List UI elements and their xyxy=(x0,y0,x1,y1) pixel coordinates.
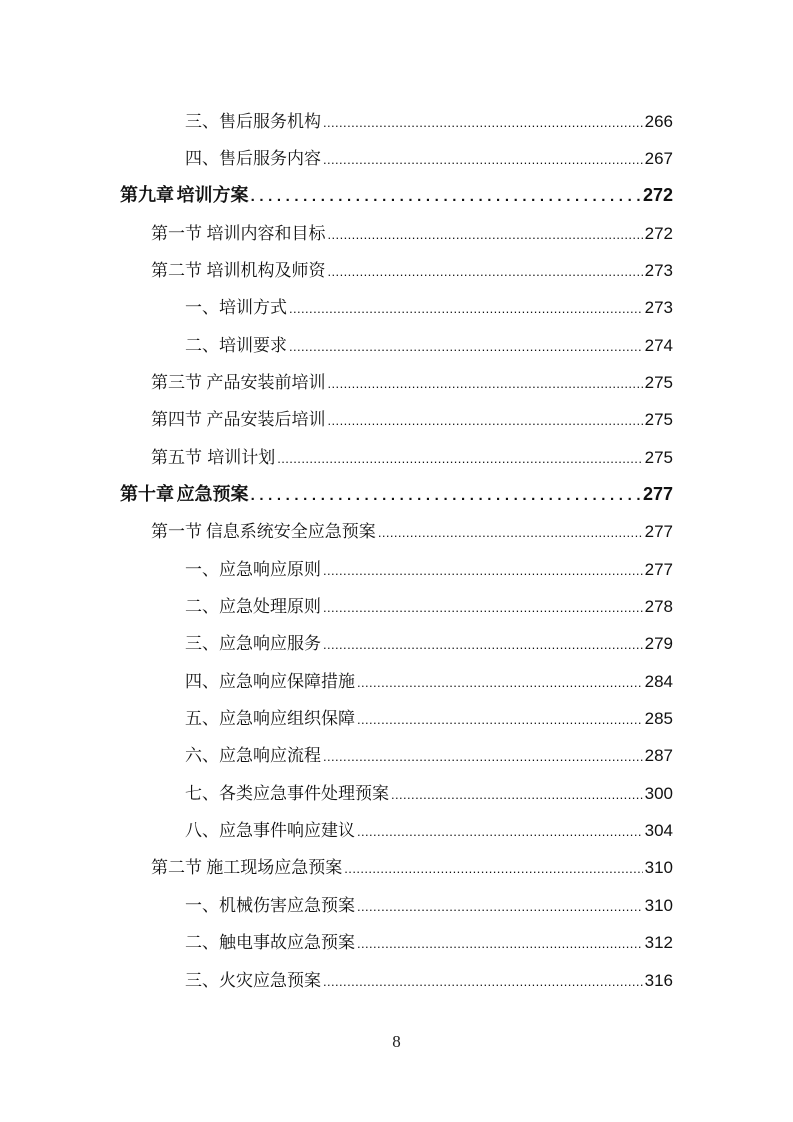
toc-entry-page: 275 xyxy=(644,410,673,429)
toc-section-entry[interactable] xyxy=(151,853,673,879)
toc-entry[interactable] xyxy=(185,629,673,655)
toc-entry-title: 应急响应服务 xyxy=(219,634,321,654)
toc-entry-page: 266 xyxy=(644,112,673,131)
toc-entry-page: 310 xyxy=(644,858,673,877)
toc-entry[interactable] xyxy=(185,293,673,319)
dot-leader xyxy=(323,749,643,764)
dot-leader xyxy=(323,115,643,130)
toc-entry-title: 应急响应流程 xyxy=(219,746,321,766)
dot-leader xyxy=(251,487,641,504)
toc-entry-title: 产品安装前培训 xyxy=(206,373,326,393)
toc-entry-title: 应急响应原则 xyxy=(219,560,321,580)
toc-section-entry[interactable] xyxy=(151,517,673,543)
dot-leader xyxy=(328,376,643,391)
toc-entry-prefix: 二、 xyxy=(185,933,219,953)
toc-entry-prefix: 七、 xyxy=(185,784,219,804)
dot-leader xyxy=(323,637,643,652)
toc-entry-title: 培训计划 xyxy=(207,448,276,468)
dot-leader xyxy=(391,787,643,802)
toc-entry-prefix: 一、 xyxy=(185,560,219,580)
toc-entry-page: 312 xyxy=(644,933,673,952)
toc-entry-prefix: 第三节 xyxy=(151,373,202,393)
dot-leader xyxy=(357,712,643,727)
toc-entry-title: 应急处理原则 xyxy=(219,597,321,617)
toc-entry-prefix: 六、 xyxy=(185,746,219,766)
toc-entry-prefix: 第十章 xyxy=(120,484,174,505)
toc-entry-prefix: 第四节 xyxy=(151,410,202,430)
toc-entry[interactable] xyxy=(185,779,673,805)
toc-entry-prefix: 第二节 xyxy=(151,261,202,281)
toc-entry[interactable] xyxy=(185,592,673,618)
toc-section-entry[interactable] xyxy=(151,368,673,394)
toc-entry-page: 278 xyxy=(644,597,673,616)
toc-entry-title: 各类应急事件处理预案 xyxy=(219,784,389,804)
dot-leader xyxy=(251,188,641,205)
toc-entry-title: 培训内容和目标 xyxy=(206,224,326,244)
dot-leader xyxy=(328,227,643,242)
toc-entry-page: 274 xyxy=(644,336,673,355)
toc-entry-prefix: 一、 xyxy=(185,298,219,318)
toc-entry-title: 应急响应保障措施 xyxy=(219,672,355,692)
dot-leader xyxy=(357,675,643,690)
toc-entry-page: 272 xyxy=(644,224,673,243)
toc-entry-page: 310 xyxy=(644,896,673,915)
toc-entry-title: 触电事故应急预案 xyxy=(219,933,355,953)
dot-leader xyxy=(357,899,643,914)
toc-entry-title: 培训机构及师资 xyxy=(206,261,326,281)
toc-section-entry[interactable] xyxy=(151,256,673,282)
toc-entry-title: 应急事件响应建议 xyxy=(219,821,355,841)
toc-entry-prefix: 第一节 xyxy=(151,224,202,244)
toc-entry-page: 304 xyxy=(644,821,673,840)
toc-entry-page: 287 xyxy=(644,746,673,765)
dot-leader xyxy=(357,936,643,951)
page-number: 8 xyxy=(392,1032,401,1051)
dot-leader xyxy=(289,339,643,354)
toc-entry[interactable] xyxy=(185,928,673,954)
toc-entry-prefix: 四、 xyxy=(185,149,219,169)
toc-entry-prefix: 第一节 xyxy=(151,522,202,542)
toc-chapter-entry[interactable] xyxy=(120,181,673,207)
toc-entry-page: 300 xyxy=(644,784,673,803)
toc-entry-title: 售后服务内容 xyxy=(219,149,321,169)
dot-leader xyxy=(323,600,643,615)
toc-entry-page: 285 xyxy=(644,709,673,728)
toc-entry-title: 培训要求 xyxy=(219,336,287,356)
toc-entry-prefix: 五、 xyxy=(185,709,219,729)
toc-entry[interactable] xyxy=(185,144,673,170)
toc-entry-page: 279 xyxy=(644,634,673,653)
toc-entry-page: 273 xyxy=(644,261,673,280)
toc-entry-title: 信息系统安全应急预案 xyxy=(205,522,376,542)
toc-entry-prefix: 四、 xyxy=(185,672,219,692)
toc-entry-prefix: 第二节 xyxy=(151,858,202,878)
toc-entry-page: 272 xyxy=(642,185,673,205)
toc-entry-page: 284 xyxy=(644,672,673,691)
toc-entry-page: 275 xyxy=(644,373,673,392)
toc-entry[interactable] xyxy=(185,555,673,581)
toc-entry-title: 产品安装后培训 xyxy=(206,410,326,430)
dot-leader xyxy=(289,301,643,316)
toc-entry[interactable] xyxy=(185,667,673,693)
toc-entry-title: 施工现场应急预案 xyxy=(206,858,343,878)
toc-entry[interactable] xyxy=(185,966,673,992)
toc-entry-prefix: 第九章 xyxy=(120,185,174,206)
toc-entry-prefix: 三、 xyxy=(185,634,219,654)
toc-entry-prefix: 一、 xyxy=(185,896,219,916)
toc-entry-prefix: 三、 xyxy=(185,112,219,132)
toc-entry[interactable] xyxy=(185,331,673,357)
toc-section-entry[interactable] xyxy=(151,219,673,245)
toc-entry-page: 316 xyxy=(644,971,673,990)
toc-entry-title: 火灾应急预案 xyxy=(219,971,321,991)
toc-entry[interactable] xyxy=(185,891,673,917)
toc-entry-prefix: 二、 xyxy=(185,336,219,356)
toc-entry[interactable] xyxy=(185,704,673,730)
toc-entry-prefix: 八、 xyxy=(185,821,219,841)
dot-leader xyxy=(277,451,642,466)
toc-entry-page: 277 xyxy=(644,522,673,541)
toc-entry[interactable] xyxy=(185,107,673,133)
toc-entry[interactable] xyxy=(185,741,673,767)
toc-section-entry[interactable] xyxy=(151,405,673,431)
toc-entry-prefix: 第五节 xyxy=(151,448,202,468)
dot-leader xyxy=(323,563,643,578)
toc-entry-page: 277 xyxy=(642,484,673,504)
dot-leader xyxy=(323,974,643,989)
toc-entry-page: 277 xyxy=(644,560,673,579)
toc-entry-prefix: 三、 xyxy=(185,971,219,991)
toc-entry-title: 培训方案 xyxy=(176,185,249,206)
toc-entry-title: 应急预案 xyxy=(176,484,249,505)
toc-entry-title: 应急响应组织保障 xyxy=(219,709,355,729)
dot-leader xyxy=(328,413,643,428)
dot-leader xyxy=(344,861,642,876)
dot-leader xyxy=(328,264,643,279)
dot-leader xyxy=(323,152,643,167)
toc-entry-title: 机械伤害应急预案 xyxy=(219,896,355,916)
toc-entry-page: 275 xyxy=(644,448,673,467)
toc-section-entry[interactable] xyxy=(151,443,673,469)
dot-leader xyxy=(378,525,643,540)
toc-entry-page: 267 xyxy=(644,149,673,168)
toc-entry-prefix: 二、 xyxy=(185,597,219,617)
toc-chapter-entry[interactable] xyxy=(120,480,673,506)
toc-entry-title: 售后服务机构 xyxy=(219,112,321,132)
toc-entry[interactable] xyxy=(185,816,673,842)
toc-entry-page: 273 xyxy=(644,298,673,317)
toc-entry-title: 培训方式 xyxy=(219,298,287,318)
dot-leader xyxy=(357,824,643,839)
